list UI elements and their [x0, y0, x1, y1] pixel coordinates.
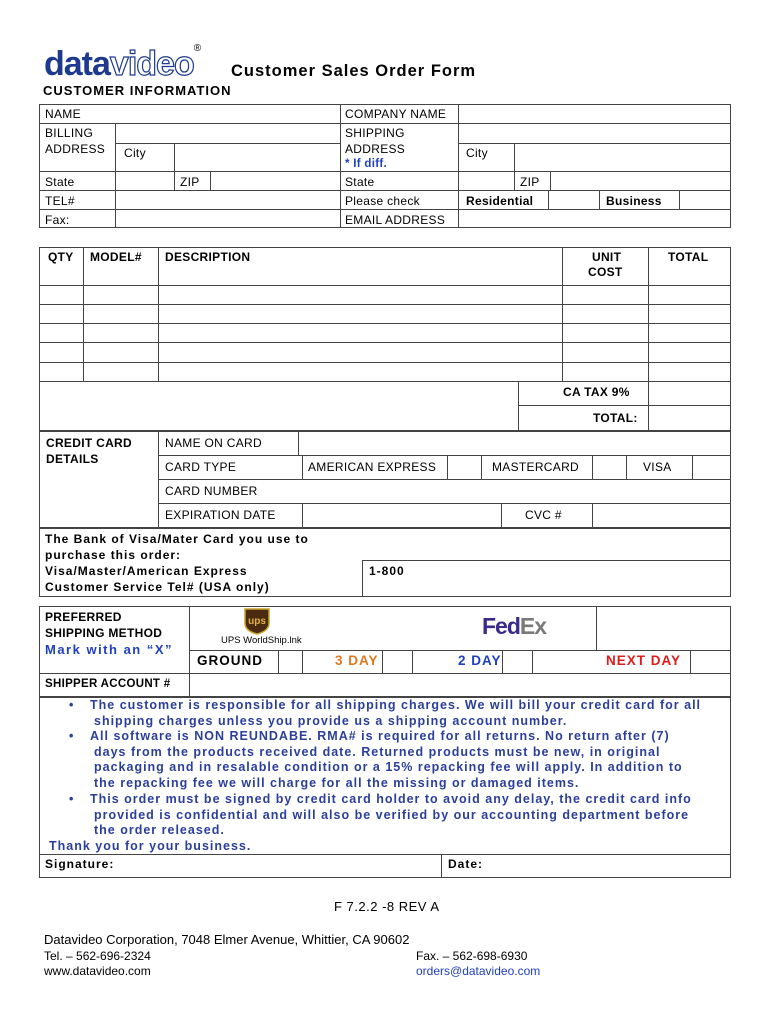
logo-text-video: video — [109, 45, 194, 83]
thanks-text: Thank you for your business. — [49, 839, 252, 853]
ca-tax-label: CA TAX 9% — [563, 385, 630, 399]
expiration-label: EXPIRATION DATE — [165, 508, 276, 522]
business-label: Business — [606, 194, 662, 208]
shipper-account-label: SHIPPER ACCOUNT # — [45, 678, 171, 690]
bank-text-3: Visa/Master/American Express — [45, 564, 248, 578]
next-day-checkbox[interactable] — [691, 651, 730, 673]
bank-tel: 1-800 — [369, 564, 405, 578]
registered-mark: ® — [193, 43, 202, 54]
total-label: TOTAL: — [593, 411, 638, 425]
description-header: DESCRIPTION — [165, 250, 251, 264]
company-name-label: COMPANY NAME — [345, 107, 447, 121]
billing-label-2: ADDRESS — [45, 142, 106, 156]
unit-cost-header-2: COST — [588, 265, 623, 279]
visa-label: VISA — [643, 460, 672, 474]
form-code: F 7.2.2 -8 REV A — [334, 899, 440, 914]
datavideo-logo — [44, 43, 202, 83]
cvc-label: CVC # — [525, 508, 562, 522]
credit-card-label-2: DETAILS — [46, 452, 99, 466]
bank-text-1: The Bank of Visa/Mater Card you use to — [45, 532, 309, 546]
mastercard-label: MASTERCARD — [492, 460, 580, 474]
residential-checkbox[interactable] — [549, 191, 599, 209]
email-label: EMAIL ADDRESS — [345, 213, 446, 227]
billing-state-label: State — [45, 175, 75, 189]
name-label: NAME — [45, 107, 81, 121]
billing-city-label: City — [124, 146, 146, 160]
shipping-zip-label: ZIP — [520, 175, 540, 189]
billing-zip-label: ZIP — [180, 175, 200, 189]
note-3: • This order must be signed by credit card holder to avoid any delay, the credit card info provided is confidential and will also be verified by our accounting department before the order released. — [69, 792, 692, 838]
if-diff-note: * If diff. — [345, 158, 387, 170]
footer-email-link[interactable] — [416, 964, 540, 978]
visa-checkbox[interactable] — [693, 456, 730, 479]
section-customer-information: CUSTOMER INFORMATION — [43, 83, 232, 98]
model-header: MODEL# — [90, 250, 142, 264]
shipping-method-label-1: PREFERRED — [45, 610, 122, 624]
order-table — [39, 247, 731, 431]
footer-fax: Fax. – 562-698-6930 — [416, 949, 528, 963]
footer-company: Datavideo Corporation, — [44, 932, 178, 947]
signature-label: Signature: — [45, 857, 115, 871]
logo-text-data: data — [44, 45, 110, 83]
footer-street: 7048 Elmer Avenue, Whittier, CA 90602 — [177, 932, 410, 947]
bank-text-2: purchase this order: — [45, 548, 182, 562]
mark-with-x: Mark with an “X” — [45, 642, 174, 657]
next-day-label: NEXT DAY — [606, 653, 682, 668]
total-header: TOTAL — [668, 250, 709, 264]
unit-cost-header-1: UNIT — [592, 250, 622, 264]
shipping-city-label: City — [466, 146, 488, 160]
note-1: • The customer is responsible for all shipping charges. We will bill your credit card for all shipping charges unless you provide us a shipping account number. — [69, 698, 702, 728]
qty-header: QTY — [48, 250, 74, 264]
credit-card-label-1: CREDIT CARD — [46, 436, 132, 450]
mastercard-checkbox[interactable] — [593, 456, 626, 479]
shipping-label-1: SHIPPING — [345, 126, 405, 140]
ups-shield-icon[interactable] — [243, 607, 271, 635]
bank-text-4: Customer Service Tel# (USA only) — [45, 580, 270, 594]
footer-tel: Tel. – 562-696-2324 — [44, 949, 151, 963]
shipping-state-label: State — [345, 175, 375, 189]
amex-label: AMERICAN EXPRESS — [308, 460, 437, 474]
tel-label: TEL# — [45, 194, 75, 208]
fedex-logo: FedEx — [482, 613, 547, 639]
footer-website[interactable]: www.datavideo.com — [44, 964, 151, 978]
three-day-checkbox[interactable] — [383, 651, 412, 673]
billing-label-1: BILLING — [45, 126, 94, 140]
ground-label: GROUND — [197, 653, 263, 668]
ground-checkbox[interactable] — [279, 651, 302, 673]
page-title: Customer Sales Order Form — [231, 62, 477, 80]
svg-text:ups: ups — [248, 616, 266, 627]
name-on-card-label: NAME ON CARD — [165, 436, 262, 450]
date-label: Date: — [448, 857, 484, 871]
fax-label: Fax: — [45, 213, 70, 227]
shipping-method-label-2: SHIPPING METHOD — [45, 626, 163, 640]
ups-caption[interactable]: UPS WorldShip.lnk — [221, 635, 302, 646]
please-check-label: Please check — [345, 194, 420, 208]
card-number-label: CARD NUMBER — [165, 484, 258, 498]
amex-checkbox[interactable] — [448, 456, 481, 479]
business-checkbox[interactable] — [680, 191, 730, 209]
email-link[interactable]: orders@datavideo.com — [416, 964, 541, 978]
footer-address — [44, 932, 409, 947]
card-type-label: CARD TYPE — [165, 460, 237, 474]
shipping-label-2: ADDRESS — [345, 142, 406, 156]
three-day-label: 3 DAY — [335, 653, 379, 668]
residential-label: Residential — [466, 194, 534, 208]
note-2: • All software is NON REUNDABE. RMA# is required for all returns. No return after (7) days from the products received date. Returned products must be new, in original packaging and in resalable condition or a 15% repacking fee will apply. In addition to the repacking fee we will charge for all the missing or damaged items. — [69, 729, 683, 791]
two-day-label: 2 DAY — [458, 653, 502, 668]
two-day-checkbox[interactable] — [503, 651, 532, 673]
